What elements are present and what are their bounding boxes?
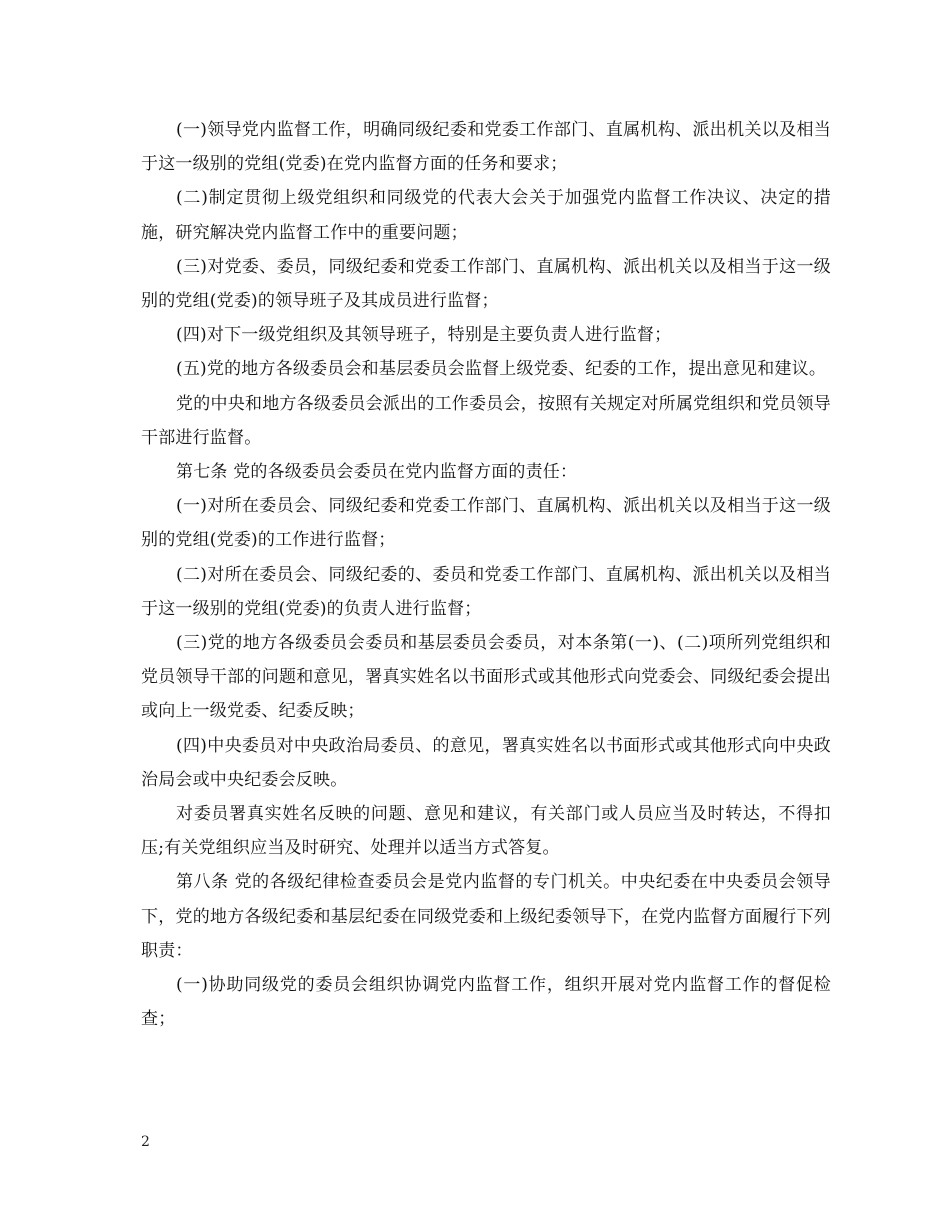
article-heading-paragraph: 第八条 党的各级纪律检查委员会是党内监督的专门机关。中央纪委在中央委员会领导下，党的地方各级纪委和基层纪委在同级党委和上级纪委领导下，在党内监督方面履行下列职责： [141, 872, 831, 961]
paragraph: (一)协助同级党的委员会组织协调党内监督工作，组织开展对党内监督工作的督促检查； [141, 975, 831, 1030]
paragraph: (二)制定贯彻上级党组织和同级党的代表大会关于加强党内监督工作决议、决定的措施，研究解决党内监督工作中的重要问题； [141, 188, 831, 243]
document-body [141, 113, 831, 1036]
paragraph: (三)对党委、委员，同级纪委和党委工作部门、直属机构、派出机关以及相当于这一级别的党组(党委)的领导班子及其成员进行监督； [141, 256, 831, 312]
paragraph: (一)对所在委员会、同级纪委和党委工作部门、直属机构、派出机关以及相当于这一级别的党组(党委)的工作进行监督； [141, 496, 831, 551]
paragraph: (四)中央委员对中央政治局委员、的意见，署真实姓名以书面形式或其他形式向中央政治局会或中央纪委会反映。 [141, 735, 831, 790]
paragraph: (五)党的地方各级委员会和基层委员会监督上级党委、纪委的工作，提出意见和建议。 [176, 359, 827, 380]
paragraph: 党的中央和地方各级委员会派出的工作委员会，按照有关规定对所属党组织和党员领导干部进行监督。 [141, 393, 831, 448]
page-number: 2 [141, 1134, 150, 1150]
paragraph: (二)对所在委员会、同级纪委的、委员和党委工作部门、直属机构、派出机关以及相当于这一级别的党组(党委)的负责人进行监督； [141, 564, 831, 619]
article-heading-paragraph: 第七条 党的各级委员会委员在党内监督方面的责任： [176, 462, 578, 483]
paragraph: (三)党的地方各级委员会委员和基层委员会委员，对本条第(一)、(二)项所列党组织和党员领导干部的问题和意见，署真实姓名以书面形式或其他形式向党委会、同级纪委会提出或向上一级党委、纪委反映； [141, 633, 831, 722]
paragraph: 对委员署真实姓名反映的问题、意见和建议，有关部门或人员应当及时转达，不得扣压;有关党组织应当及时研究、处理并以适当方式答复。 [141, 804, 831, 859]
paragraph: (四)对下一级党组织及其领导班子，特别是主要负责人进行监督； [176, 325, 672, 346]
paragraph: (一)领导党内监督工作，明确同级纪委和党委工作部门、直属机构、派出机关以及相当于这一级别的党组(党委)在党内监督方面的任务和要求； [141, 120, 831, 175]
